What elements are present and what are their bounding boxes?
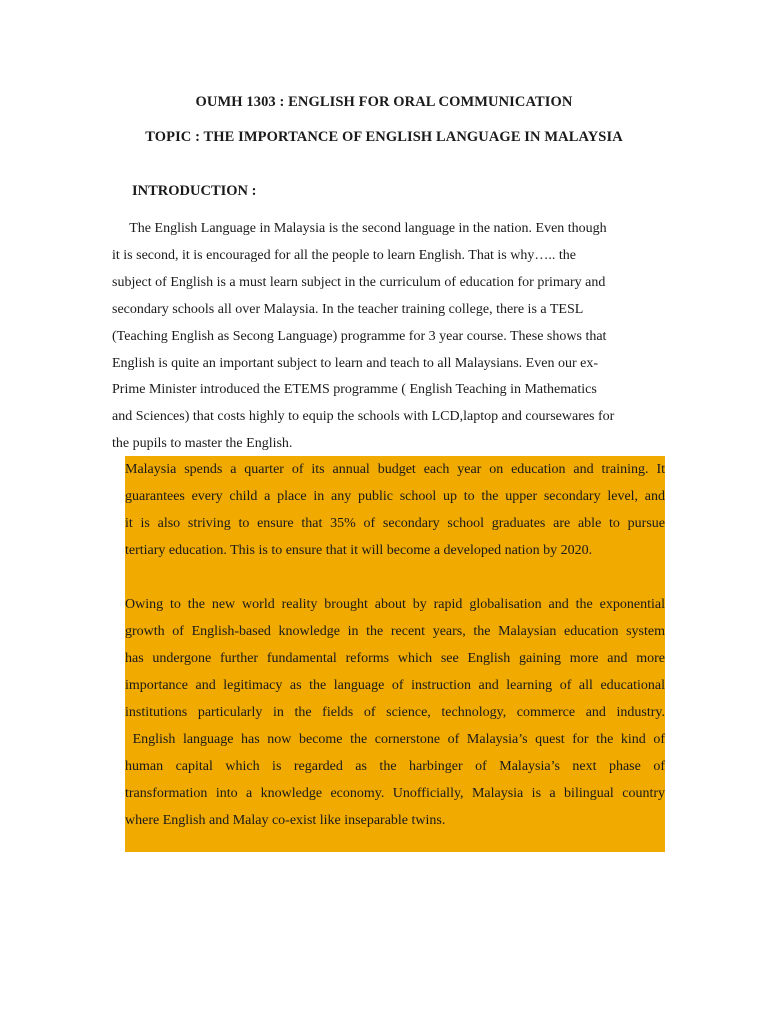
intro-line: (Teaching English as Secong Language) programme for 3 year course. These shows that <box>112 328 607 344</box>
intro-line: The English Language in Malaysia is the second language in the nation. Even though <box>112 221 607 236</box>
highlight-paragraph-1 <box>125 456 665 564</box>
highlight-paragraph-2 <box>125 591 665 834</box>
highlight-line: Malaysia spends a quarter of its annual budget each year on education and training. It <box>125 462 665 477</box>
topic-title: TOPIC : THE IMPORTANCE OF ENGLISH LANGUAGE IN MALAYSIA <box>145 129 623 145</box>
highlight-line: importance and legitimacy as the language of instruction and learning of all educational <box>125 678 665 693</box>
highlight-line: transformation into a knowledge economy. Unofficially, Malaysia is a bilingual country <box>125 786 665 801</box>
highlight-line: has undergone further fundamental reforms which see English gaining more and more <box>125 651 665 666</box>
intro-line: it is second, it is encouraged for all the people to learn English. That is why….. the <box>112 247 576 263</box>
highlight-line: where English and Malay co-exist like inseparable twins. <box>125 813 446 828</box>
highlight-line: tertiary education. This is to ensure that it will become a developed nation by 2020. <box>125 543 593 558</box>
highlight-line: human capital which is regarded as the harbinger of Malaysia’s next phase of <box>125 759 665 774</box>
introduction-paragraph <box>112 216 652 458</box>
highlight-line: growth of English-based knowledge in the recent years, the Malaysian education system <box>125 624 665 639</box>
intro-line: the pupils to master the English. <box>112 436 293 452</box>
intro-line: Prime Minister introduced the ETEMS programme ( English Teaching in Mathematics <box>112 382 597 398</box>
highlighted-quote-box <box>125 456 665 852</box>
intro-line: and Sciences) that costs highly to equip the schools with LCD,laptop and coursewares for <box>112 409 615 425</box>
intro-line: subject of English is a must learn subject in the curriculum of education for primary and <box>112 274 606 290</box>
intro-line: English is quite an important subject to learn and teach to all Malaysians. Even our ex- <box>112 355 598 371</box>
highlight-line: English language has now become the cornerstone of Malaysia’s quest for the kind of <box>125 732 665 747</box>
intro-line: secondary schools all over Malaysia. In the teacher training college, there is a TESL <box>112 301 584 317</box>
course-title: OUMH 1303 : ENGLISH FOR ORAL COMMUNICATION <box>195 94 573 110</box>
highlight-line: it is also striving to ensure that 35% of secondary school graduates are able to pursue <box>125 516 665 531</box>
highlight-line: Owing to the new world reality brought about by rapid globalisation and the exponential <box>125 597 665 612</box>
highlight-line: guarantees every child a place in any public school up to the upper secondary level, and <box>125 489 665 504</box>
highlight-line: institutions particularly in the fields of science, technology, commerce and industry. <box>125 705 665 720</box>
introduction-heading: INTRODUCTION : <box>132 183 257 199</box>
